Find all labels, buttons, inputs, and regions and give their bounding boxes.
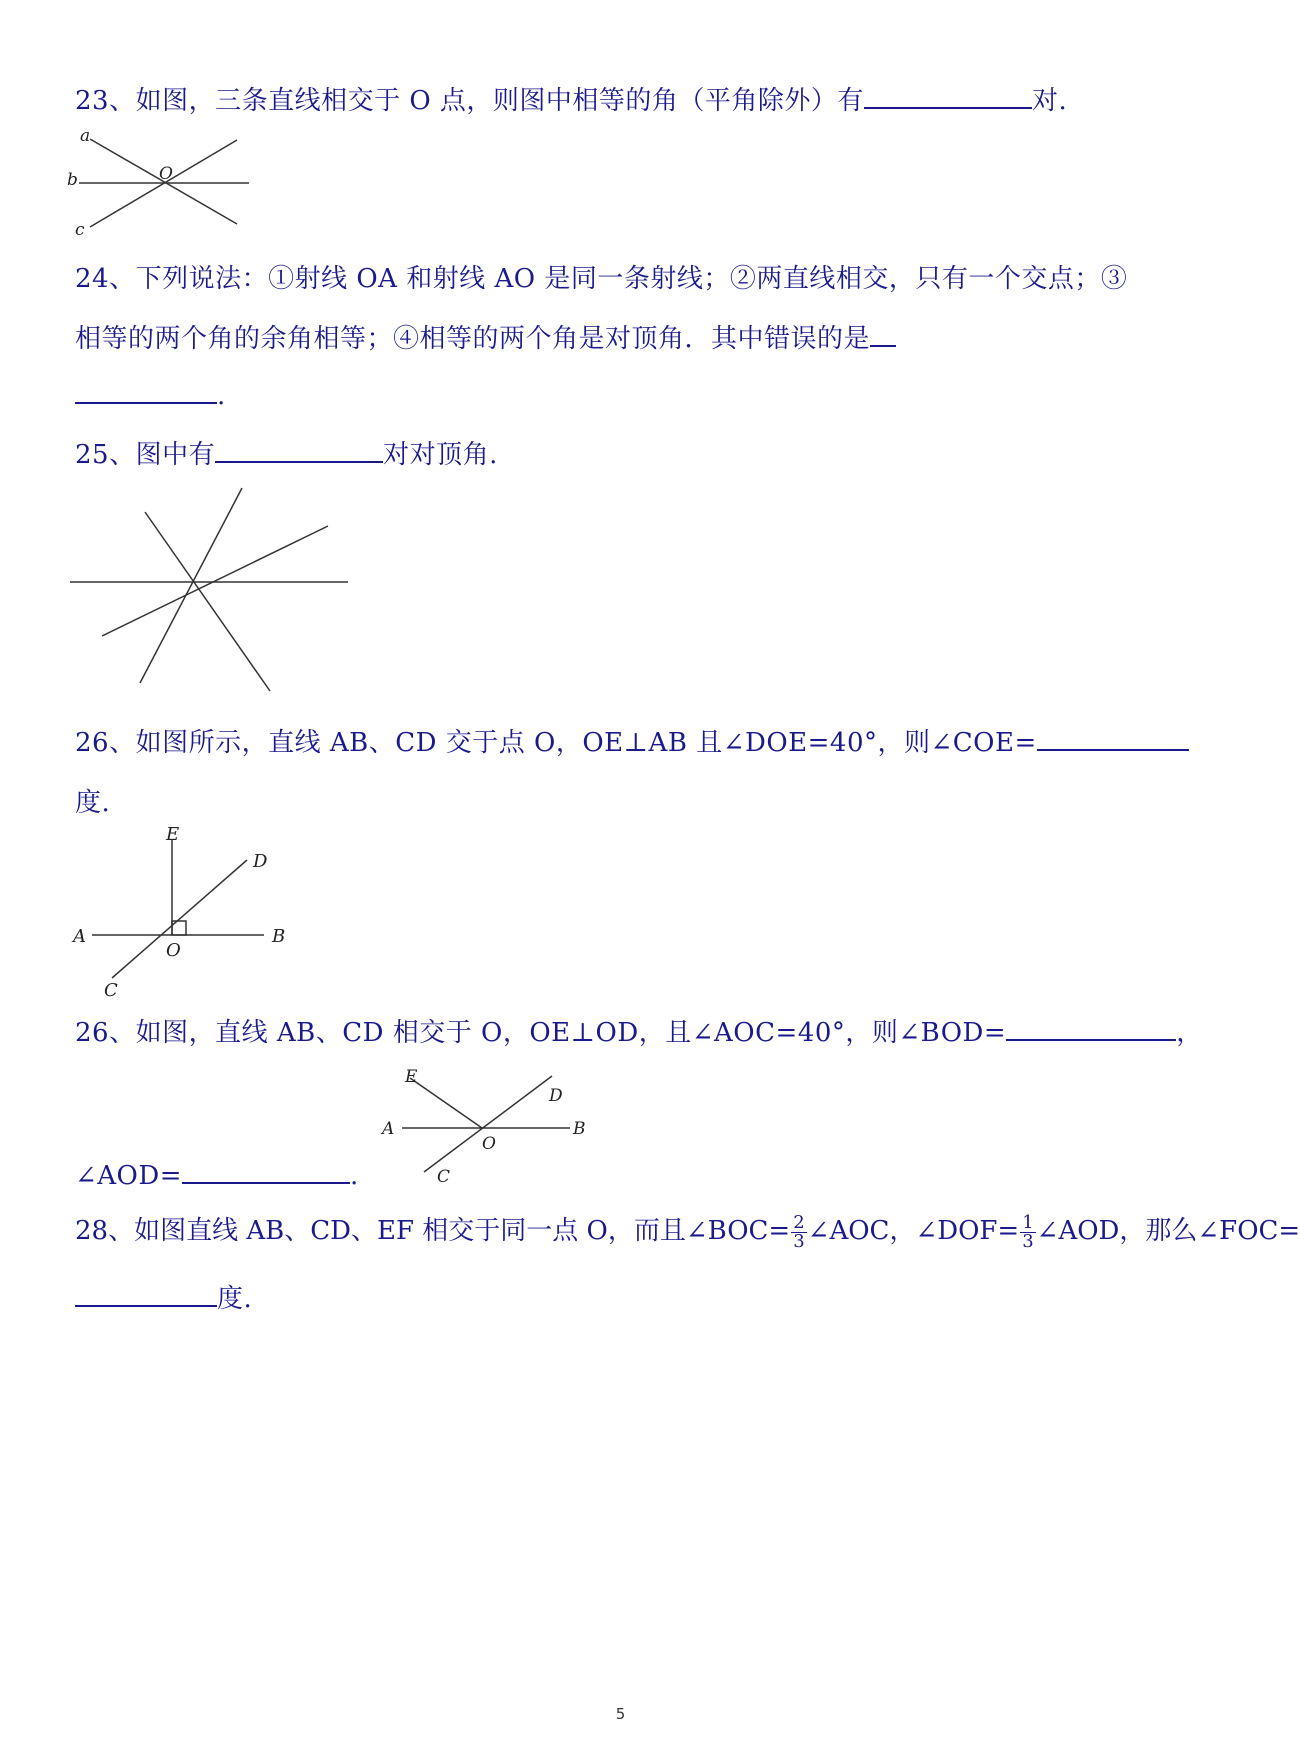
- question-28-line1: [75, 1210, 1300, 1251]
- q24-answer-blank-a[interactable]: [870, 321, 896, 347]
- q25-text: 25、图中有: [75, 440, 216, 470]
- q28-text-a: 28、如图直线 AB、CD、EF 相交于同一点 O，而且∠BOC=: [75, 1216, 791, 1246]
- question-26a-line1: [75, 722, 1189, 759]
- q23-label-o: O: [159, 164, 173, 184]
- q26b-answer-blank-aod[interactable]: [182, 1158, 350, 1184]
- q23-answer-blank[interactable]: [864, 83, 1032, 109]
- q26b-line2: ∠AOD=: [75, 1161, 183, 1191]
- question-24-line1: [75, 258, 1127, 295]
- q26a-answer-blank[interactable]: [1037, 725, 1189, 751]
- q23-label-c: c: [75, 220, 85, 240]
- q25-answer-blank[interactable]: [215, 437, 383, 463]
- q26b-label-b: B: [573, 1119, 586, 1139]
- q26a-label-c: C: [104, 980, 118, 1001]
- q26a-label-e: E: [166, 824, 180, 845]
- q26b-label-d: D: [549, 1086, 563, 1106]
- q28-answer-blank[interactable]: [75, 1281, 217, 1307]
- q28-text-c: ∠AOD，那么∠FOC=: [1036, 1216, 1300, 1246]
- q26b-label-o: O: [482, 1134, 496, 1154]
- q26a-figure: [70, 818, 330, 1004]
- q26b-line2-end: .: [350, 1161, 359, 1191]
- question-26a-line2: [75, 782, 110, 819]
- q26b-label-e: E: [405, 1067, 418, 1087]
- q24-line2: 相等的两个角的余角相等；④相等的两个角是对顶角．其中错误的是: [75, 324, 871, 354]
- q26a-label-b: B: [272, 926, 286, 947]
- q28-fraction-two-thirds: $\frac{2}{3}$: [793, 1211, 805, 1252]
- page-number: 5: [615, 1705, 626, 1723]
- q26a-label-d: D: [253, 851, 268, 872]
- q26b-line1-end: ，: [1176, 1018, 1203, 1048]
- q26b-figure: [380, 1060, 590, 1189]
- question-26b-line1: [75, 1012, 1203, 1049]
- q23-label-b: b: [67, 170, 78, 190]
- q23-text-end: 对.: [1031, 86, 1068, 116]
- q26b-label-a: A: [382, 1119, 395, 1139]
- q26a-label-o: O: [166, 940, 181, 961]
- q24-answer-blank-b[interactable]: [75, 378, 217, 404]
- q26b-answer-blank-bod[interactable]: [1006, 1015, 1176, 1041]
- q25-text-end: 对对顶角.: [383, 440, 498, 470]
- q26b-line1: 26、如图，直线 AB、CD 相交于 O，OE⊥OD，且∠AOC=40°，则∠BOD=: [75, 1018, 1007, 1048]
- question-28-line2: [75, 1278, 252, 1315]
- q26a-line2: 度.: [75, 788, 111, 818]
- q25-figure: [70, 485, 350, 704]
- question-24-line2: [75, 318, 896, 355]
- q28-line2: 度.: [217, 1284, 253, 1314]
- q24-line1: 24、下列说法：①射线 OA 和射线 AO 是同一条射线；②两直线相交，只有一个交点；③: [75, 264, 1128, 294]
- question-26b-line2: [75, 1158, 359, 1191]
- q28-text-b: ∠AOC，∠DOF=: [807, 1216, 1020, 1246]
- q23-text: 23、如图，三条直线相交于 O 点，则图中相等的角（平角除外）有: [75, 86, 864, 116]
- question-25: [75, 434, 498, 471]
- q26a-label-a: A: [73, 926, 86, 947]
- question-24-line3: [75, 378, 226, 411]
- q24-line3-end: .: [217, 381, 226, 411]
- question-23: [75, 80, 1067, 117]
- q26a-line1: 26、如图所示，直线 AB、CD 交于点 O，OE⊥AB 且∠DOE=40°，则∠COE=: [75, 728, 1037, 758]
- q26b-label-c: C: [437, 1167, 451, 1187]
- q23-figure: [65, 125, 265, 244]
- q23-label-a: a: [80, 126, 91, 146]
- q28-fraction-one-third: $\frac{1}{3}$: [1022, 1211, 1034, 1252]
